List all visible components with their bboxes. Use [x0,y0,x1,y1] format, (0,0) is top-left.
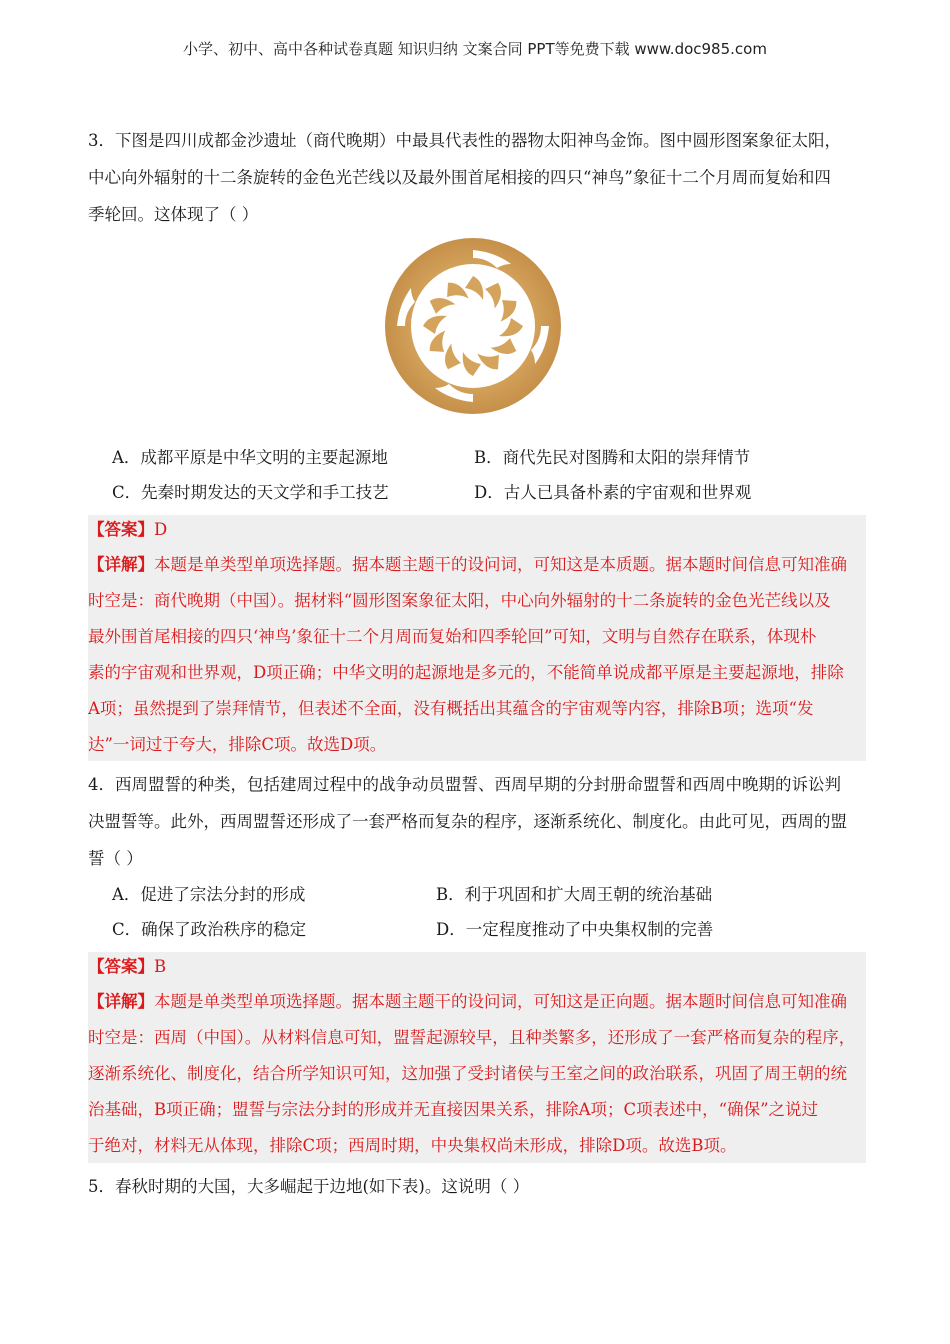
question-4-stem [88,766,868,877]
question-3-detail-line-2: 时空是：商代晚期（中国）。据材料“圆形图案象征太阳，中心向外辐射的十二条旋转的金色光芒线以及 [88,591,831,610]
answer-value: B [154,957,167,976]
question-4-option-d[interactable]: D．一定程度推动了中央集权制的完善 [436,920,714,939]
question-3-option-a[interactable]: A．成都平原是中华文明的主要起源地 [112,448,388,467]
question-3-detail-line-5: A项；虽然提到了崇拜情节，但表述不全面，没有概括出其蕴含的宇宙观等内容，排除B项；选项“发 [88,699,814,718]
question-3-option-d[interactable]: D．古人已具备朴素的宇宙观和世界观 [474,483,752,502]
sun-bird-gold-figure [383,236,563,416]
question-3-answer [88,518,866,542]
question-3-detail-line-1: 【详解】本题是单类型单项选择题。据本题主题干的设问词，可知这是本质题。据本题时间信息可知准确 [88,555,847,574]
question-4-option-a[interactable]: A．促进了宗法分封的形成 [112,885,306,904]
question-5-line-1: 5．春秋时期的大国，大多崛起于边地(如下表)。这说明（ ） [88,1177,530,1196]
page-header: 小学、初中、高中各种试卷真题 知识归纳 文案合同 PPT等免费下载 www.doc985.com [183,40,767,58]
detail-label: 【详解】 [88,992,154,1011]
detail-label: 【详解】 [88,555,154,574]
question-4-detail-line-4: 治基础，B项正确；盟誓与宗法分封的形成并无直接因果关系，排除A项；C项表述中，“确保”之说过 [88,1100,819,1119]
question-4-option-c[interactable]: C．确保了政治秩序的稳定 [112,920,307,939]
question-4-option-b[interactable]: B．利于巩固和扩大周王朝的统治基础 [436,885,713,904]
question-3-line-3: 季轮回。这体现了（ ） [88,205,259,224]
question-4-answer [88,955,866,979]
question-4-line-2: 决盟誓等。此外，西周盟誓还形成了一套严格而复杂的程序，逐渐系统化、制度化。由此可见，西周的盟 [88,812,847,831]
question-3-answer-box [88,515,866,761]
question-3-line-2: 中心向外辐射的十二条旋转的金色光芒线以及最外围首尾相接的四只“神鸟”象征十二个月周而复始和四 [88,168,831,187]
question-3-detail-line-6: 达”一词过于夸大，排除C项。故选D项。 [88,735,387,754]
question-4-detail-line-5: 于绝对，材料无从体现，排除C项；西周时期，中央集权尚未形成，排除D项。故选B项。 [88,1136,737,1155]
question-4-detail-line-3: 逐渐系统化、制度化，结合所学知识可知，这加强了受封诸侯与王室之间的政治联系，巩固了周王朝的统 [88,1064,847,1083]
question-5-stem [88,1168,868,1205]
question-3-stem [88,122,868,233]
answer-label: 【答案】 [88,957,154,976]
question-3-option-c[interactable]: C．先秦时期发达的天文学和手工技艺 [112,483,389,502]
question-3-detail-line-3: 最外围首尾相接的四只‘神鸟’象征十二个月周而复始和四季轮回”可知，文明与自然存在联系，体现朴 [88,627,817,646]
question-4-line-3: 誓（ ） [88,849,143,868]
question-4-line-1: 4．西周盟誓的种类，包括建周过程中的战争动员盟誓、西周早期的分封册命盟誓和西周中晚期的诉讼判 [88,775,841,794]
answer-value: D [154,520,168,539]
question-3-option-b[interactable]: B．商代先民对图腾和太阳的崇拜情节 [474,448,751,467]
question-4-detail-line-2: 时空是：西周（中国）。从材料信息可知，盟誓起源较早，且种类繁多，还形成了一套严格而复杂的程序， [88,1028,856,1047]
answer-label: 【答案】 [88,520,154,539]
question-4-detail-line-1: 【详解】本题是单类型单项选择题。据本题主题干的设问词，可知这是正向题。据本题时间信息可知准确 [88,992,847,1011]
question-4-answer-box [88,952,866,1163]
question-3-line-1: 3．下图是四川成都金沙遗址（商代晚期）中最具代表性的器物太阳神鸟金饰。图中圆形图案象征太阳， [88,131,841,150]
question-3-detail-line-4: 素的宇宙观和世界观，D项正确；中华文明的起源地是多元的，不能简单说成都平原是主要起源地，排除 [88,663,844,682]
